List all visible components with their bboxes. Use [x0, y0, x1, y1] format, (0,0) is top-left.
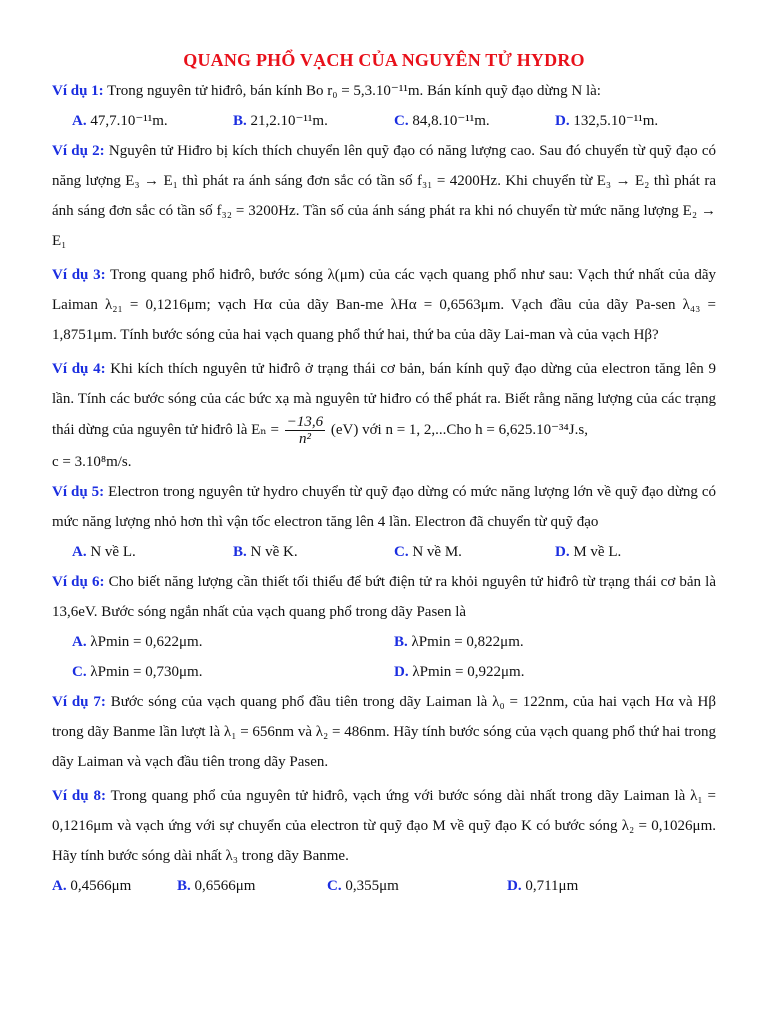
- question-1: [52, 76, 716, 106]
- question-7-label: Ví dụ 7:: [52, 694, 106, 710]
- question-8-options: [52, 871, 716, 901]
- question-1-text: Trong nguyên tử hiđrô, bán kính Bo r₀ = 5,3.10⁻¹¹m. Bán kính quỹ đạo dừng N là:: [103, 83, 601, 99]
- option-b[interactable]: B. N về K.: [233, 544, 298, 560]
- question-8-label: Ví dụ 8:: [52, 788, 106, 804]
- question-3-label: Ví dụ 3:: [52, 267, 106, 283]
- question-6-label: Ví dụ 6:: [52, 574, 105, 590]
- question-2: [52, 136, 716, 256]
- question-1-options: [72, 106, 716, 136]
- option-d[interactable]: D. λPmin = 0,922μm.: [394, 664, 525, 680]
- option-a[interactable]: A. N về L.: [72, 544, 136, 560]
- option-a[interactable]: A. λPmin = 0,622μm.: [72, 634, 203, 650]
- option-d[interactable]: D. M về L.: [555, 544, 622, 560]
- question-4-text-b: (eV) với n = 1, 2,...Cho h = 6,625.10⁻³⁴J.s,: [327, 421, 588, 438]
- page-title: QUANG PHỔ VẠCH CỦA NGUYÊN TỬ HYDRO: [183, 50, 585, 70]
- option-b[interactable]: B. λPmin = 0,822μm.: [394, 634, 524, 650]
- question-1-label: Ví dụ 1:: [52, 83, 104, 99]
- question-3: [52, 260, 716, 350]
- option-d[interactable]: D. 0,711μm: [507, 878, 579, 894]
- question-4: [52, 354, 716, 447]
- option-b[interactable]: B. 0,6566μm: [177, 878, 256, 894]
- option-c[interactable]: C. 84,8.10⁻¹¹m.: [394, 113, 490, 129]
- option-b[interactable]: B. 21,2.10⁻¹¹m.: [233, 113, 328, 129]
- question-2-label: Ví dụ 2:: [52, 143, 105, 159]
- question-5: [52, 477, 716, 537]
- question-8: [52, 781, 716, 871]
- question-4-text-a: Khi kích thích nguyên tử hiđrô ở trạng thái cơ bản, bán kính quỹ đạo dừng của electron tăng lên 9 lần. Tính các bước sóng của các bức xạ mà nguyên tử hiđro có thể phát ra. Biết rằng năng lượng của các trạng thái dừng của nguyên tử hiđrô là Eₙ =: [52, 361, 716, 438]
- question-6: [52, 567, 716, 627]
- question-2-text: Nguyên tử Hiđro bị kích thích chuyển lên quỹ đạo có năng lượng cao. Sau đó chuyển từ quỹ đạo có năng lượng E₃ → E₁ thì phát ra ánh sáng đơn sắc có tần số f₃₁ = 4200Hz. Khi chuyển từ E₃ → E₂ thì phát ra ánh sáng đơn sắc có tần số f₃₂ = 3200Hz. Tần số của ánh sáng phát ra khi nó chuyển từ mức năng lượng E₂ → E₁: [52, 143, 716, 249]
- question-7-text: Bước sóng của vạch quang phổ đầu tiên trong dãy Laiman là λ₀ = 122nm, của hai vạch Hα và Hβ trong dãy Banme lần lượt là λ₁ = 656nm và λ₂ = 486nm. Hãy tính bước sóng của vạch quang phổ thứ hai trong dãy Laiman và vạch đầu tiên trong dãy Pasen.: [52, 694, 717, 770]
- question-4-label: Ví dụ 4:: [52, 361, 106, 377]
- question-3-text: Trong quang phổ hiđrô, bước sóng λ(μm) của các vạch quang phổ như sau: Vạch thứ nhất của dãy Laiman λ₂₁ = 0,1216μm; vạch Hα của dãy Ban-me λHα = 0,6563μm. Vạch đầu của dãy Pa-sen λ₄₃ = 1,8751μm. Tính bước sóng của hai vạch quang phổ thứ hai, thứ ba của dãy Lai-man và của vạch Hβ?: [52, 267, 716, 343]
- option-a[interactable]: A. 47,7.10⁻¹¹m.: [72, 113, 168, 129]
- option-a[interactable]: A. 0,4566μm: [52, 878, 132, 894]
- question-7: [52, 687, 716, 777]
- option-c[interactable]: C. 0,355μm: [327, 878, 399, 894]
- question-4-constant: c = 3.10⁸m/s.: [52, 454, 132, 470]
- question-8-text: Trong quang phổ của nguyên tử hiđrô, vạch ứng với bước sóng dài nhất trong dãy Laiman là λ₁ = 0,1216μm và vạch ứng với sự chuyển của electron từ quỹ đạo M về quỹ đạo K có bước sóng λ₂ = 0,1026μm. Hãy tính bước sóng dài nhất λ₃ trong dãy Banme.: [52, 788, 716, 864]
- question-5-options: [72, 537, 716, 567]
- energy-fraction: $\frac{-13,6}{\text{n²}}$: [286, 414, 324, 447]
- question-5-text: Electron trong nguyên tử hydro chuyển từ quỹ đạo dừng có mức năng lượng lớn về quỹ đạo dừng có mức năng lượng nhỏ hơn thì vận tốc electron tăng lên 4 lần. Electron đã chuyển từ quỹ đạo: [52, 484, 716, 530]
- question-6-text: Cho biết năng lượng cần thiết tối thiểu để bứt điện tử ra khỏi nguyên tử hiđrô từ trạng thái cơ bản là 13,6eV. Bước sóng ngắn nhất của vạch quang phổ trong dãy Pasen là: [52, 574, 717, 620]
- option-d[interactable]: D. 132,5.10⁻¹¹m.: [555, 113, 659, 129]
- question-5-label: Ví dụ 5:: [52, 484, 105, 500]
- option-c[interactable]: C. N về M.: [394, 544, 462, 560]
- question-6-options: [72, 627, 716, 687]
- option-c[interactable]: C. λPmin = 0,730μm.: [72, 664, 203, 680]
